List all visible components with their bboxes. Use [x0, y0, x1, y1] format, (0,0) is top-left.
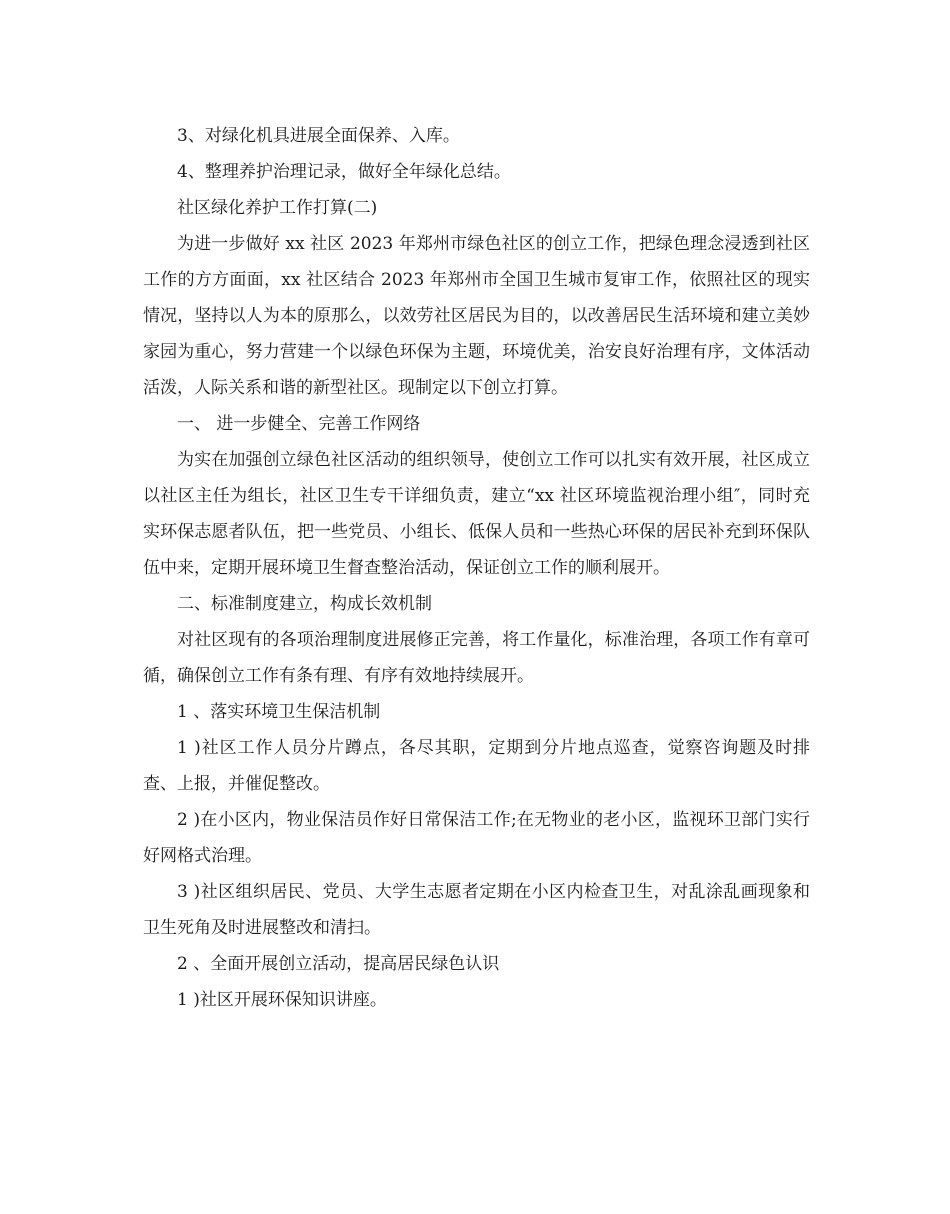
subheading-activities: 2 、全面开展创立活动，提高居民绿色认识: [177, 954, 500, 974]
list-item-patrol: 1 )社区工作人员分片蹲点，各尽其职，定期到分片地点巡查，觉察咨询题及时排查、上报，并催促整改。: [143, 738, 810, 794]
paragraph-mechanism: 对社区现有的各项治理制度进展修正完善，将工作量化，标准治理，各项工作有章可循，确保创立工作有条有理、有序有效地持续展开。: [143, 630, 810, 686]
paragraph-network: 为实在加强创立绿色社区活动的组织领导，使创立工作可以扎实有效开展，社区成立以社区主任为组长，社区卫生专干详细负责，建立“xx 社区环境监视治理小组″，同时充实环保志愿者队伍，把一些党员、小组长、低保人员和一些热心环保的居民补充到环保队伍中来，定期开展环境卫生督查整治活动，保证创立工作的顺利展开。: [143, 450, 810, 578]
list-item-maintenance: 3、对绿化机具进展全面保养、入库。: [177, 126, 460, 146]
list-item-records: 4、整理养护治理记录，做好全年绿化总结。: [177, 162, 511, 182]
document-body: [143, 118, 810, 1018]
list-item-property: 2 )在小区内，物业保洁员作好日常保洁工作;在无物业的老小区，监视环卫部门实行好网格式治理。: [143, 810, 810, 866]
heading-network: 一、 进一步健全、完善工作网络: [177, 414, 421, 434]
list-item-lecture: 1 )社区开展环保知识讲座。: [177, 990, 387, 1010]
heading-mechanism: 二、标准制度建立，构成长效机制: [177, 594, 432, 614]
intro-paragraph: 为进一步做好 xx 社区 2023 年郑州市绿色社区的创立工作，把绿色理念浸透到社区工作的方方面面，xx 社区结合 2023 年郑州市全国卫生城市复审工作，依照社区的现实情况，坚持以人为本的原那么，以效劳社区居民为目的，以改善居民生活环境和建立美妙家园为重心，努力营建一个以绿色环保为主题，环境优美，治安良好治理有序，文体活动活泼，人际关系和谐的新型社区。现制定以下创立打算。: [143, 234, 810, 398]
section-title: 社区绿化养护工作打算(二): [177, 198, 378, 218]
subheading-cleaning: 1 、落实环境卫生保洁机制: [177, 702, 381, 722]
list-item-volunteers: 3 )社区组织居民、党员、大学生志愿者定期在小区内检查卫生，对乱涂乱画现象和卫生死角及时进展整改和清扫。: [143, 882, 810, 938]
